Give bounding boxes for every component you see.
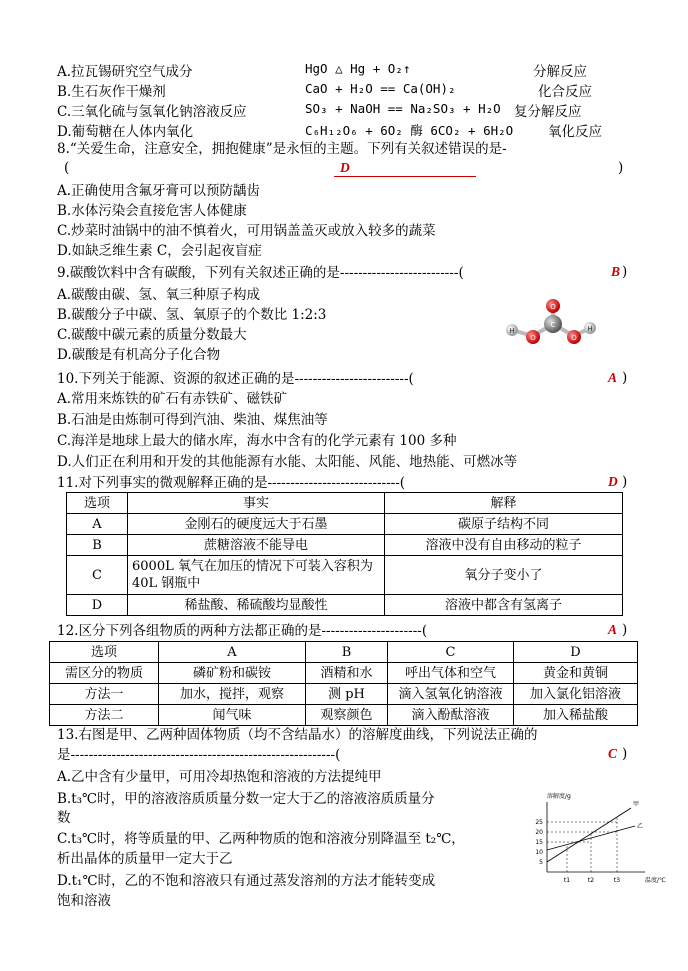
- table-cell: 氧分子变小了: [385, 556, 623, 595]
- table-cell: C: [67, 556, 128, 595]
- q7-equation: HgO △ Hg + O₂↑: [305, 61, 411, 76]
- q13-option-d: D.t₁℃时，乙的不饱和溶液只有通过蒸发溶剂的方法才能转变成: [57, 873, 436, 889]
- table-row: [50, 663, 638, 684]
- series-jia-line: [547, 808, 631, 862]
- q7-reaction-type: 化合反应: [538, 84, 592, 100]
- y-axis-label: 溶解度/g: [547, 793, 571, 800]
- q10-close: ): [622, 370, 628, 386]
- x-tick-label: t3: [613, 877, 621, 884]
- table-header: C: [388, 642, 514, 663]
- q7-option: B.生石灰作干燥剂: [57, 84, 166, 100]
- table-row: [67, 535, 623, 556]
- table-cell: 6000L 氧气在加压的情况下可装入容积为 40L 钢瓶中: [128, 556, 385, 595]
- table-cell: 溶液中没有自由移动的粒子: [385, 535, 623, 556]
- q8-answer-underline: [334, 176, 476, 177]
- table-cell: D: [67, 595, 128, 616]
- q9-option-c: C.碳酸中碳元素的质量分数最大: [57, 327, 247, 343]
- q7-equation: CaO + H₂O == Ca(OH)₂: [305, 81, 456, 96]
- table-cell: 加水，搅拌，观察: [159, 684, 306, 705]
- q8-option-a: A.正确使用含氟牙膏可以预防龋齿: [57, 183, 261, 199]
- q8-option-d: D.如缺乏维生素 C，会引起夜盲症: [57, 243, 262, 259]
- x-tick-label: t2: [587, 877, 595, 884]
- q7-reaction-type: 分解反应: [533, 64, 587, 80]
- atom-label: O: [550, 303, 556, 311]
- table-header: 事实: [128, 493, 385, 514]
- series-label: 甲: [633, 801, 640, 808]
- table-cell: 黄金和黄铜: [514, 663, 638, 684]
- atom-label: O: [530, 334, 536, 342]
- table-header-row: [67, 493, 623, 514]
- atom-label: O: [571, 334, 577, 342]
- q11-close: ): [622, 474, 628, 490]
- q12-stem: 12.区分下列各组物质的两种方法都正确的是----------------------(: [57, 623, 428, 639]
- q9-stem: 9.碳酸饮料中含有碳酸，下列有关叙述正确的是--------------------------(: [57, 265, 464, 281]
- q8-paren-close: ): [618, 160, 624, 176]
- y-tick-label: 10: [535, 849, 543, 856]
- table-cell: 蔗糖溶液不能导电: [128, 535, 385, 556]
- q10-option-c: C.海洋是地球上最大的储水库，海水中含有的化学元素有 100 多种: [57, 433, 457, 449]
- q9-close: ): [622, 264, 628, 280]
- q7-equation: SO₃ + NaOH == Na₂SO₃ + H₂O: [305, 101, 501, 116]
- q7-equation: C₆H₁₂O₆ + 6O₂ 酶 6CO₂ + 6H₂O: [305, 123, 514, 138]
- q10-option-a: A.常用来炼铁的矿石有赤铁矿、磁铁矿: [57, 391, 288, 407]
- table-cell: 呼出气体和空气: [388, 663, 514, 684]
- q7-option: C.三氧化硫与氢氧化钠溶液反应: [57, 104, 247, 120]
- table-cell: 观察颜色: [306, 705, 388, 726]
- table-header: D: [514, 642, 638, 663]
- y-tick-label: 5: [539, 859, 543, 866]
- x-tick-label: t1: [563, 877, 571, 884]
- q11-table: [66, 492, 623, 616]
- q13-answer: C: [608, 746, 618, 761]
- table-header: A: [159, 642, 306, 663]
- table-header: 解释: [385, 493, 623, 514]
- table-cell: 加入氯化铝溶液: [514, 684, 638, 705]
- x-axis-label: 温度/℃: [645, 877, 666, 884]
- table-cell: 滴入酚酞溶液: [388, 705, 514, 726]
- y-tick-label: 25: [535, 819, 543, 826]
- q12-close: ): [622, 622, 628, 638]
- q13-option-b: B.t₃℃时，甲的溶液溶质质量分数一定大于乙的溶液溶质质量分: [57, 791, 435, 807]
- table-cell: 滴入氢氧化钠溶液: [388, 684, 514, 705]
- q10-stem: 10.下列关于能源、资源的叙述正确的是-------------------------(: [57, 371, 414, 387]
- table-header: B: [306, 642, 388, 663]
- q8-answer: D: [340, 160, 350, 175]
- table-row: [50, 684, 638, 705]
- table-cell: 碳原子结构不同: [385, 514, 623, 535]
- q7-option: A.拉瓦锡研究空气成分: [57, 64, 193, 80]
- table-cell: B: [67, 535, 128, 556]
- table-row: [50, 705, 638, 726]
- table-cell: 测 pH: [306, 684, 388, 705]
- q13-close: ): [622, 746, 628, 762]
- y-tick-label: 20: [535, 829, 543, 836]
- q8-option-b: B.水体污染会直接危害人体健康: [57, 203, 247, 219]
- table-row: [67, 556, 623, 595]
- table-header: 选项: [50, 642, 159, 663]
- q13-option-d-cont: 饱和溶液: [57, 893, 111, 909]
- table-cell: 方法二: [50, 705, 159, 726]
- q13-stem-line1: 13.右图是甲、乙两种固体物质（均不含结晶水）的溶解度曲线，下列说法正确的: [57, 727, 538, 743]
- table-header-row: [50, 642, 638, 663]
- q8-paren-open: (: [64, 160, 70, 176]
- q13-option-c: C.t₃℃时，将等质量的甲、乙两种物质的饱和溶液分别降温至 t₂℃，: [57, 831, 465, 847]
- table-cell: 加入稀盐酸: [514, 705, 638, 726]
- y-tick-label: 15: [535, 839, 543, 846]
- table-row: [67, 514, 623, 535]
- carbonic-acid-molecule-image: [498, 296, 598, 354]
- table-cell: 金刚石的硬度远大于石墨: [128, 514, 385, 535]
- atom-label: H: [587, 325, 593, 333]
- table-cell: 磷矿粉和碳铵: [159, 663, 306, 684]
- q9-option-d: D.碳酸是有机高分子化合物: [57, 347, 221, 363]
- table-cell: 溶液中都含有氢离子: [385, 595, 623, 616]
- q8-stem: 8.“关爱生命，注意安全，拥抱健康”是永恒的主题。下列有关叙述错误的是-: [57, 141, 507, 157]
- series-label: 乙: [637, 823, 644, 830]
- q9-option-b: B.碳酸分子中碳、氢、氧原子的个数比 1:2:3: [57, 307, 327, 323]
- table-header: 选项: [67, 493, 128, 514]
- table-cell: 闻气味: [159, 705, 306, 726]
- table-cell: 稀盐酸、稀硫酸均显酸性: [128, 595, 385, 616]
- q7-option: D.葡萄糖在人体内氧化: [57, 124, 194, 140]
- q11-answer: D: [608, 474, 618, 489]
- table-cell: A: [67, 514, 128, 535]
- q13-option-b-cont: 数: [57, 810, 71, 826]
- q8-option-c: C.炒菜时油锅中的油不慎着火，可用锅盖盖灭或放入较多的蔬菜: [57, 223, 436, 239]
- solubility-curve-graph: [527, 788, 677, 888]
- table-cell: 方法一: [50, 684, 159, 705]
- q13-option-c-cont: 析出晶体的质量甲一定大于乙: [57, 851, 233, 867]
- table-row: [67, 595, 623, 616]
- table-cell: 需区分的物质: [50, 663, 159, 684]
- q10-option-d: D.人们正在利用和开发的其他能源有水能、太阳能、风能、地热能、可燃冰等: [57, 454, 518, 470]
- q7-reaction-type: 复分解反应: [514, 104, 582, 120]
- table-cell: 酒精和水: [306, 663, 388, 684]
- q7-reaction-type: 氧化反应: [548, 124, 602, 140]
- q9-answer: B: [611, 264, 621, 279]
- q10-answer: A: [608, 370, 618, 385]
- q9-option-a: A.碳酸由碳、氢、氧三种原子构成: [57, 287, 261, 303]
- q10-option-b: B.石油是由炼制可得到汽油、柴油、煤焦油等: [57, 412, 328, 428]
- q12-answer: A: [608, 622, 618, 637]
- q13-stem-line2: 是----------------------------------------------------------(: [57, 747, 341, 763]
- q11-stem: 11.对下列事实的微观解释正确的是-----------------------------(: [57, 475, 406, 491]
- q12-table: [49, 641, 638, 726]
- atom-label: H: [509, 327, 515, 335]
- atom-label: C: [550, 321, 556, 329]
- q13-option-a: A.乙中含有少量甲，可用冷却热饱和溶液的方法提纯甲: [57, 769, 382, 785]
